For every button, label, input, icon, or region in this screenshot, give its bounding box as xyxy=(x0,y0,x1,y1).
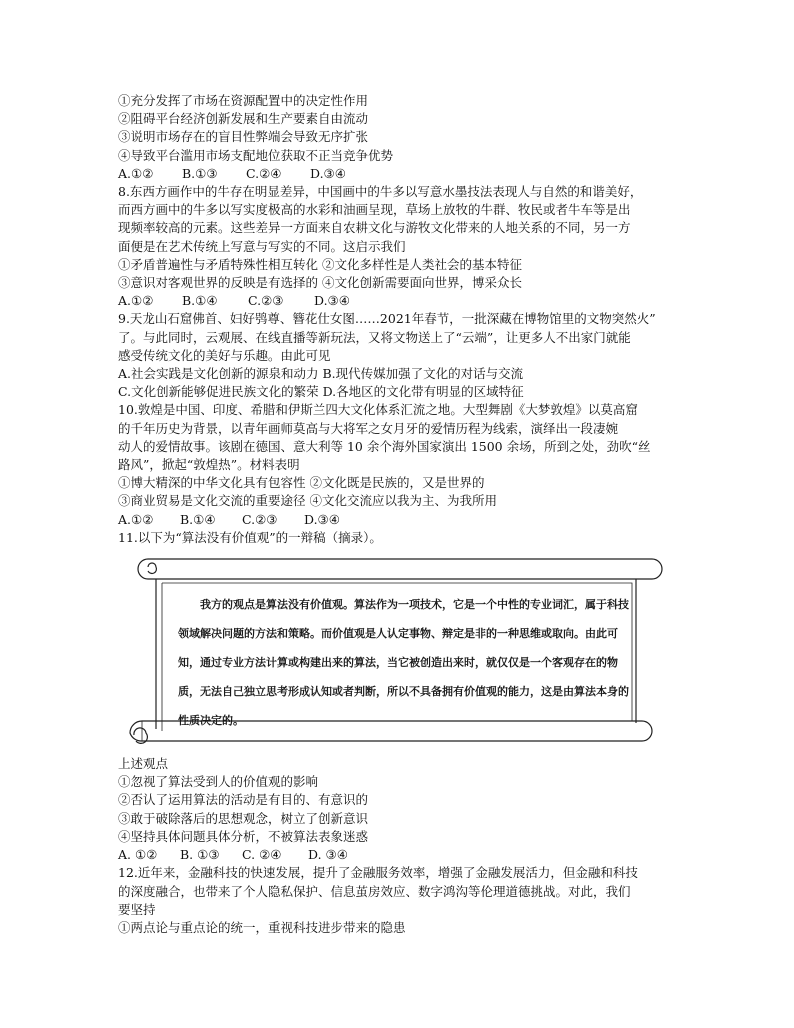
q7-option-c: C.②④ xyxy=(246,165,282,181)
q8-option-b: B.①④ xyxy=(182,293,218,309)
q11-after-label: 上述观点 xyxy=(118,756,169,772)
q9-stem-line-1: 9.天龙山石窟佛首、妇好鸮尊、簪花仕女图……2021年春节，一批深藏在博物馆里的文物突然火” xyxy=(118,311,656,327)
q8-stem-line-3: 现频率较高的元素。这些差异一方面来自农耕文化与游牧文化带来的人地关系的不同，另一方 xyxy=(118,220,631,236)
scroll-quote-text: 我方的观点是算法没有价值观。算法作为一项技术，它是一个中性的专业词汇，属于科技领域解决问题的方法和策略。而价值观是人认定事物、辩定是非的一种思维或取向。由此可知，通过专业方法计算或构建出来的算法，当它被创造出来时，就仅仅是一个客观存在的物质，无法自己独立思考形成认知或者判断，所以不具备拥有价值观的能力，这是由算法本身的性质决定的。 xyxy=(178,598,629,728)
q10-option-a: A.①② xyxy=(118,511,154,527)
q11-item-1: ①忽视了算法受到人的价值观的影响 xyxy=(118,774,319,790)
q7-option-a: A.①② xyxy=(118,165,154,181)
q7-options xyxy=(118,165,688,183)
q11-option-c: C. ②④ xyxy=(242,847,282,863)
q7-item-2: ②阻碍平台经济创新发展和生产要素自由流动 xyxy=(118,111,369,127)
q10-option-d: D.③④ xyxy=(304,511,340,527)
q10-items-line-1: ①博大精深的中华文化具有包容性 ②文化既是民族的，又是世界的 xyxy=(118,475,485,491)
q10-stem-line-1: 10.敦煌是中国、印度、希腊和伊斯兰四大文化体系汇流之地。大型舞剧《大梦敦煌》以莫高窟 xyxy=(118,402,638,418)
q7-option-b: B.①③ xyxy=(182,165,218,181)
document-page xyxy=(118,92,688,937)
q11-item-2: ②否认了运用算法的活动是有目的、有意识的 xyxy=(118,792,369,808)
q12-stem-line-2: 的深度融合，也带来了个人隐私保护、信息茧房效应、数字鸿沟等伦理道德挑战。对此，我们 xyxy=(118,883,631,899)
question-8 xyxy=(118,183,688,310)
q10-option-c: C.②③ xyxy=(242,511,278,527)
q11-option-a: A. ①② xyxy=(118,847,158,863)
q9-option-cd: C.文化创新能够促进民族文化的繁荣 D.各地区的文化带有明显的区域特征 xyxy=(118,384,524,400)
q10-options xyxy=(118,511,688,529)
q11-stem: 11.以下为“算法没有价值观”的一辩稿（摘录）。 xyxy=(118,529,382,545)
q11-option-b: B. ①③ xyxy=(180,847,220,863)
question-12 xyxy=(118,864,688,937)
q10-option-b: B.①④ xyxy=(180,511,216,527)
q12-stem-line-1: 12.近年来，金融科技的快速发展，提升了金融服务效率，增强了金融发展活力，但金融和科技 xyxy=(118,865,638,881)
q8-items-line-1: ①矛盾普遍性与矛盾特殊性相互转化 ②文化多样性是人类社会的基本特征 xyxy=(118,256,522,272)
q12-stem-line-3: 要坚持 xyxy=(118,901,156,917)
question-7 xyxy=(118,92,688,183)
q8-option-c: C.②③ xyxy=(248,293,284,309)
q8-stem-line-2: 而西方画中的牛多以写实度极高的水彩和油画呈现，草场上放牧的牛群、牧民或者牛车等是出 xyxy=(118,202,631,218)
q11-item-3: ③敢于破除落后的思想观念，树立了创新意识 xyxy=(118,810,369,826)
q8-items-line-2: ③意识对客观世界的反映是有选择的 ④文化创新需要面向世界，博采众长 xyxy=(118,275,522,291)
q11-item-4: ④坚持具体问题具体分析，不被算法表象迷惑 xyxy=(118,828,369,844)
q7-option-d: D.③④ xyxy=(310,165,346,181)
question-10 xyxy=(118,401,688,528)
q8-option-d: D.③④ xyxy=(314,293,350,309)
q7-item-3: ③说明市场存在的盲目性弊端会导致无序扩张 xyxy=(118,129,369,145)
q10-stem-line-2: 的千年历史为背景，以青年画师莫高与大将军之女月牙的爱情历程为线索，演绎出一段凄婉 xyxy=(118,420,619,436)
q8-options xyxy=(118,292,688,310)
q10-stem-line-4: 路风”，掀起“敦煌热”。材料表明 xyxy=(118,457,300,473)
question-9 xyxy=(118,310,688,401)
q12-item-1: ①两点论与重点论的统一，重视科技进步带来的隐患 xyxy=(118,919,406,935)
q7-item-1: ①充分发挥了市场在资源配置中的决定性作用 xyxy=(118,93,369,108)
q8-stem-line-4: 面便是在艺术传统上写意与写实的不同。这启示我们 xyxy=(118,238,406,254)
q9-stem-line-3: 感受传统文化的美好与乐趣。由此可见 xyxy=(118,347,331,363)
q8-option-a: A.①② xyxy=(118,293,154,309)
q11-option-d: D. ③④ xyxy=(308,847,348,863)
question-11 xyxy=(118,529,688,864)
debate-scroll xyxy=(122,553,670,751)
q10-items-line-2: ③商业贸易是文化交流的重要途径 ④文化交流应以我为主、为我所用 xyxy=(118,493,497,509)
q9-stem-line-2: 了。与此同时，云观展、在线直播等新玩法，又将文物送上了“云端”，让更多人不出家门就能 xyxy=(118,329,631,345)
q10-stem-line-3: 动人的爱情故事。该剧在德国、意大利等 10 余个海外国家演出 1500 余场，所到之处，劲吹“丝 xyxy=(118,438,651,454)
q7-item-4: ④导致平台滥用市场支配地位获取不正当竞争优势 xyxy=(118,147,394,163)
q9-option-ab: A.社会实践是文化创新的源泉和动力 B.现代传媒加强了文化的对话与交流 xyxy=(118,366,524,382)
q8-stem-line-1: 8.东西方画作中的牛存在明显差异，中国画中的牛多以写意水墨技法表现人与自然的和谐美好， xyxy=(118,184,643,200)
q11-options xyxy=(118,846,688,864)
